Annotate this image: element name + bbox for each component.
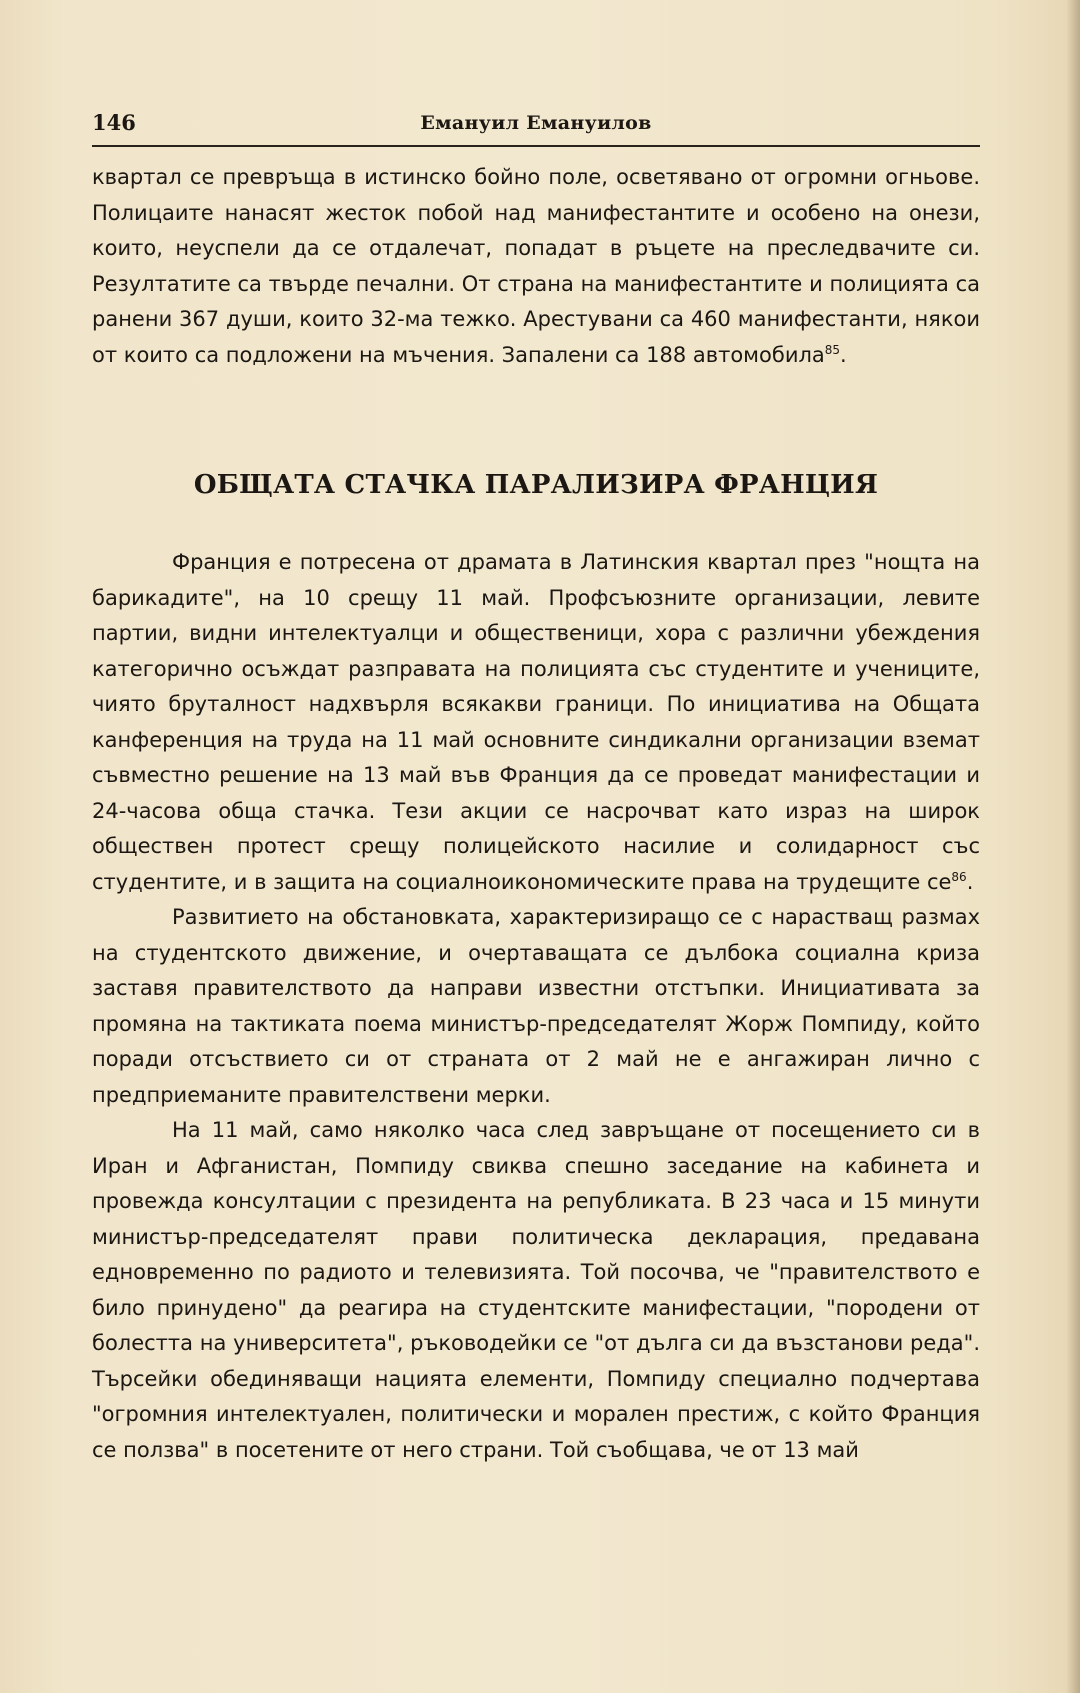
page-edge-shadow [1066, 0, 1080, 1693]
intro-paragraph [92, 160, 980, 373]
section-paragraph-1 [92, 545, 980, 900]
section-heading: ОБЩАТА СТАЧКА ПАРАЛИЗИРА ФРАНЦИЯ [193, 470, 879, 500]
section-paragraph-2: Развитието на обстановката, характеризиращо се с нарастващ размах на студентското движение, и очертаващата се дълбока социална криза заставя правителството да направи известни отстъпки. Инициативата за промяна на тактиката поема министър-председателят Жорж Помпиду, който поради отсъствието си от страната от 2 май не е ангажиран лично с предприеманите правителствени мерки. [92, 905, 980, 1107]
page-number: 146 [92, 110, 136, 135]
intro-text-block [92, 160, 980, 373]
running-head [92, 108, 980, 142]
header-rule [92, 145, 980, 147]
footnote-ref-85: 85 [824, 342, 841, 357]
section-paragraph-3: На 11 май, само няколко часа след завръщане от посещението си в Иран и Афганистан, Помпиду свиква спешно заседание на кабинета и провежда консултации с президента на републиката. В 23 часа и 15 минути министър-председателят прави политическа декларация, предавана едновременно по радиото и телевизията. Той посочва, че "правителството е било принудено" да реагира на студентските манифестации, "породени от болестта на университета", ръководейки се "от дълга си да възстанови реда". Търсейки обединяващи нацията елементи, Помпиду специално подчертава "огромния интелектуален, политически и морален престиж, с който Франция се ползва" в посетените от него страни. Той съобщава, че от 13 май [92, 1118, 980, 1462]
section-paragraph-1-end: . [966, 869, 974, 894]
footnote-ref-86: 86 [951, 869, 967, 884]
section-paragraph-1-text: Франция е потресена от драмата в Латинския квартал през "нощта на барикадите", на 10 срещу 11 май. Профсъюзните организации, левите партии, видни интелектуалци и общественици, хора с различни убеждения категорично осъждат разправата на полицията със студентите и учениците, чиято бруталност надхвърля всякакви граници. По инициатива на Общата канференция на труда на 11 май основните синдикални организации вземат съвместно решение на 13 май във Франция да се проведат манифестации и 24-часова обща стачка. Тези акции се насрочват като израз на широк обществен протест срещу полицейското насилие и солидарност със студентите, и в защита на социалноикономическите права на трудещите се [92, 550, 980, 894]
intro-paragraph-end: . [840, 342, 847, 367]
intro-paragraph-text: квартал се превръща в истинско бойно поле, осветявано от огромни огньове. Полицаите нанасят жесток побой над манифестантите и особено на онези, които, неуспели да се отдалечат, попадат в ръцете на преследвачите си. Резултатите са твърде печални. От страна на манифестантите и полицията са ранени 367 души, които 32-ма тежко. Арестувани са 460 манифестанти, някои от които са подложени на мъчения. Запалени са 188 автомобила [92, 165, 980, 367]
running-title: Емануил Емануилов [420, 112, 652, 134]
section-text-block [92, 545, 980, 1468]
